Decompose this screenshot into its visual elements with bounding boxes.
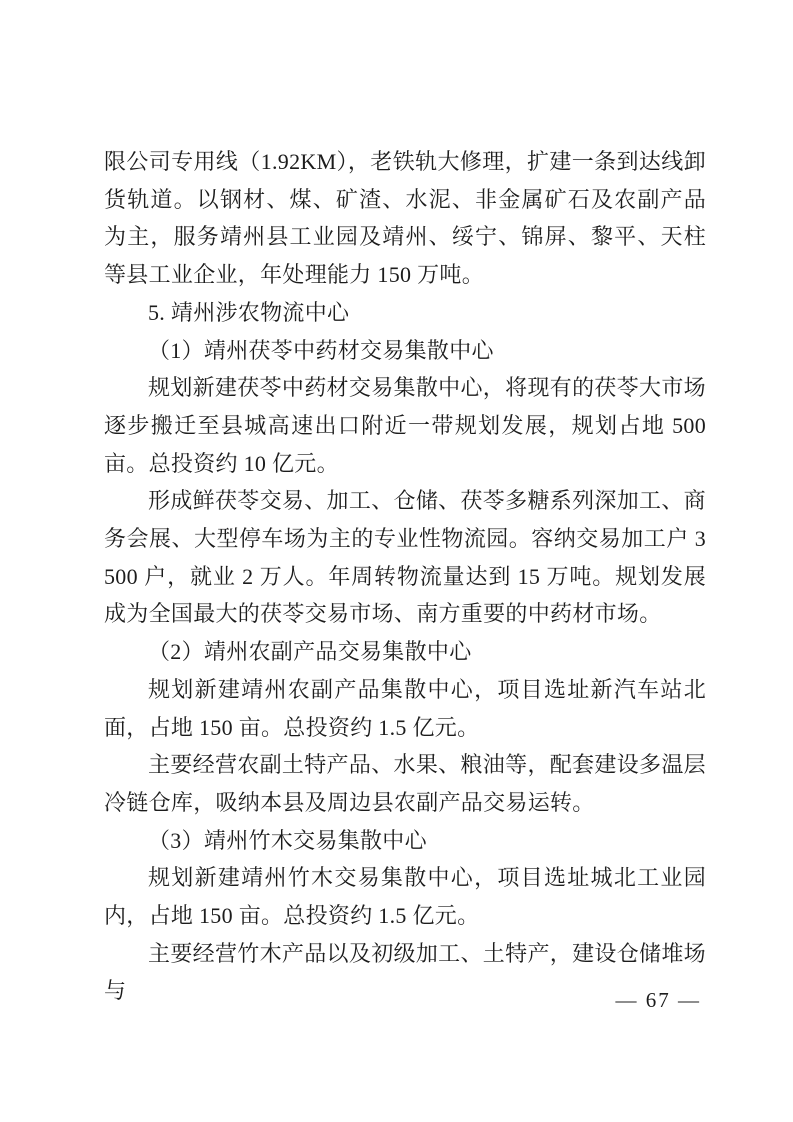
body-paragraph: 形成鲜茯苓交易、加工、仓储、茯苓多糖系列深加工、商务会展、大型停车场为主的专业性物流园。容纳交易加工户 3500 户，就业 2 万人。年周转物流量达到 15 万吨。规划发展成为全国最大的茯苓交易市场、南方重要的中药材市场。	[104, 488, 706, 627]
body-paragraph: 规划新建靖州农副产品集散中心，项目选址新汽车站北面，占地 150 亩。总投资约 1.5 亿元。	[104, 676, 706, 740]
sub-heading-1: （1）靖州茯苓中药材交易集散中心	[148, 337, 494, 363]
body-paragraph: 主要经营竹木产品以及初级加工、土特产，建设仓储堆场与	[104, 940, 706, 1004]
document-text-block	[104, 143, 706, 1010]
numbered-heading-5: 5. 靖州涉农物流中心	[148, 299, 350, 325]
continuation-paragraph: 限公司专用线（1.92KM），老铁轨大修理，扩建一条到达线卸货轨道。以钢材、煤、矿渣、水泥、非金属矿石及农副产品为主，服务靖州县工业园及靖州、绥宁、锦屏、黎平、天柱等县工业企业，年处理能力 150 万吨。	[104, 149, 706, 288]
sub-heading-2: （2）靖州农副产品交易集散中心	[148, 639, 472, 665]
body-paragraph: 规划新建茯苓中药材交易集散中心，将现有的茯苓大市场逐步搬迁至县城高速出口附近一带规划发展，规划占地 500 亩。总投资约 10 亿元。	[104, 375, 706, 476]
body-paragraph: 规划新建靖州竹木交易集散中心，项目选址城北工业园内，占地 150 亩。总投资约 1.5 亿元。	[104, 865, 706, 929]
page-number: — 67 —	[615, 988, 701, 1012]
sub-heading-3: （3）靖州竹木交易集散中心	[148, 827, 427, 853]
body-paragraph: 主要经营农副土特产品、水果、粮油等，配套建设多温层冷链仓库，吸纳本县及周边县农副产品交易运转。	[104, 752, 706, 815]
